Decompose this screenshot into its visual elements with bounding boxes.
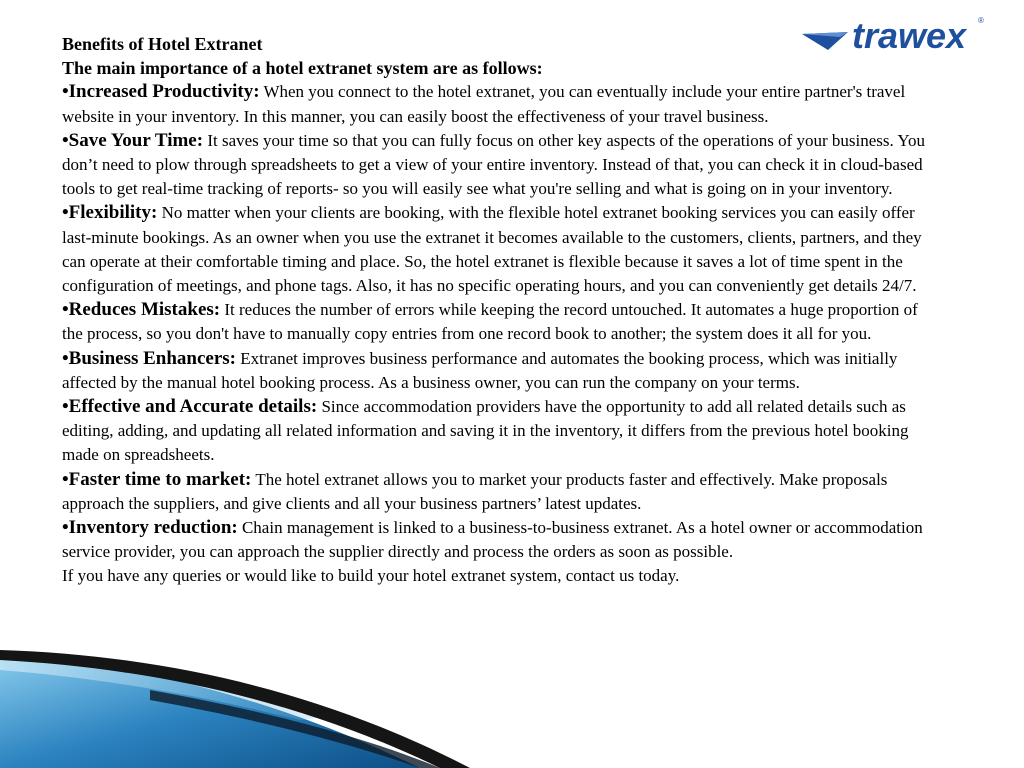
benefit-text: It saves your time so that you can fully focus on other key aspects of the operations of your business. You don’t need to plow through spreadsheets to get a view of your entire inventory. Instead of that, you can check it in cloud-based tools to get real-time tracking of reports- so you will easily see what you're selling and what is going on in your inventory. (62, 130, 925, 199)
benefit-title: •Save Your Time: (62, 129, 204, 151)
benefit-item (62, 395, 942, 468)
benefit-text: Since accommodation providers have the opportunity to add all related details such as editing, adding, and updating all related information and saving it in the inventory, it differs from the previous hotel booking made on spreadsheets. (62, 397, 909, 465)
benefit-item (62, 80, 942, 128)
benefit-text: No matter when your clients are booking, with the flexible hotel extranet booking services you can easily offer last-minute bookings. As an owner when you use the extranet it becomes available to the customers, clients, partners, and they can operate at their comfortable timing and place. So, the hotel extranet is flexible because it saves a lot of time spent in the configuration of meetings, and phone tags. Also, it has no specific operating hours, and you can conveniently get details 24/7. (62, 203, 922, 296)
benefit-text: The hotel extranet allows you to market your products faster and effectively. Make proposals approach the suppliers, and give clients and all your business partners’ latest updates. (62, 469, 888, 513)
slide-content (62, 32, 942, 589)
benefit-title: •Business Enhancers: (62, 347, 236, 369)
benefit-item (62, 129, 942, 202)
benefit-text: When you connect to the hotel extranet, you can eventually include your entire partner's travel website in your inventory. In this manner, you can easily boost the effectiveness of your travel business. (62, 82, 906, 126)
benefit-text: Extranet improves business performance and automates the booking process, which was initially affected by the manual hotel booking process. As a business owner, you can run the company on your terms. (62, 348, 898, 392)
benefit-item (62, 468, 942, 516)
benefit-title: •Increased Productivity: (62, 81, 260, 103)
slide-intro: The main importance of a hotel extranet system are as follows: (62, 58, 543, 79)
benefit-item (62, 347, 942, 395)
benefit-title: •Reduces Mistakes: (62, 299, 221, 321)
benefit-title: •Inventory reduction: (62, 517, 238, 539)
benefit-item (62, 201, 942, 298)
logo-text: trawex (852, 15, 967, 56)
registered-mark: ® (978, 16, 984, 25)
slide-title: Benefits of Hotel Extranet (62, 34, 263, 54)
benefit-title: •Faster time to market: (62, 468, 252, 490)
benefit-title: •Effective and Accurate details: (62, 396, 318, 418)
benefit-item (62, 298, 942, 346)
closing-text: If you have any queries or would like to build your hotel extranet system, contact us today. (62, 566, 680, 586)
benefit-text: It reduces the number of errors while keeping the record untouched. It automates a huge proportion of the process, so you don't have to manually copy entries from one record book to another; the system does it all for you. (62, 300, 918, 344)
benefit-item (62, 516, 942, 564)
benefit-title: •Flexibility: (62, 202, 158, 224)
benefit-text: Chain management is linked to a business-to-business extranet. As a hotel owner or accommodation service provider, you can approach the supplier directly and process the orders as soon as possible. (62, 518, 923, 562)
trawex-logo (800, 12, 1000, 58)
benefit-list (62, 80, 942, 564)
